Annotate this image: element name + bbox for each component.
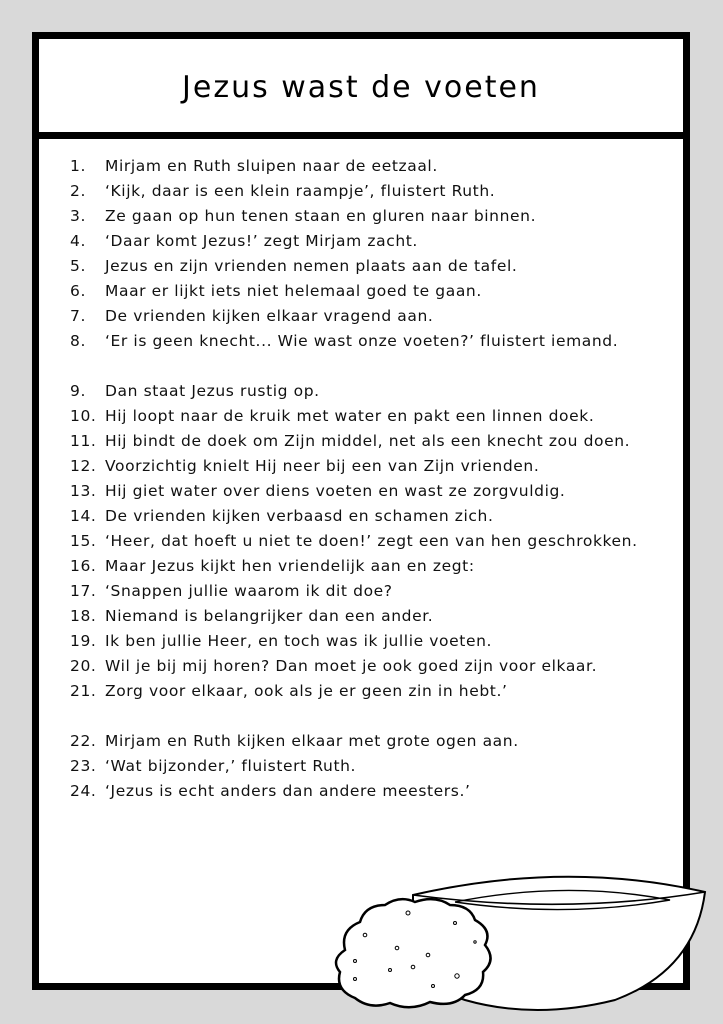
item-number: 24. [70, 782, 97, 800]
item-text: ‘Heer, dat hoeft u niet te doen!’ zegt een van hen geschrokken. [105, 532, 638, 550]
item-number: 2. [70, 182, 86, 200]
item-number: 21. [70, 682, 97, 700]
list-item [70, 779, 683, 804]
list-item [70, 179, 683, 204]
item-number: 3. [70, 207, 86, 225]
item-text: ‘Snappen jullie waarom ik dit doe? [105, 582, 393, 600]
item-text: ‘Jezus is echt anders dan andere meesters.’ [105, 782, 471, 800]
item-number: 5. [70, 257, 86, 275]
list-item [70, 579, 683, 604]
item-text: Wil je bij mij horen? Dan moet je ook goed zijn voor elkaar. [105, 657, 598, 675]
list-item [70, 754, 683, 779]
item-number: 14. [70, 507, 97, 525]
list-item [70, 554, 683, 579]
list-item [70, 629, 683, 654]
item-text: ‘Daar komt Jezus!’ zegt Mirjam zacht. [105, 232, 418, 250]
item-number: 6. [70, 282, 86, 300]
list-item [70, 654, 683, 679]
item-number: 19. [70, 632, 97, 650]
list-item [70, 204, 683, 229]
item-number: 8. [70, 332, 86, 350]
item-text: ‘Wat bijzonder,’ fluistert Ruth. [105, 757, 357, 775]
item-text: Mirjam en Ruth sluipen naar de eetzaal. [105, 157, 438, 175]
list-item [70, 254, 683, 279]
item-text: Ze gaan op hun tenen staan en gluren naar binnen. [105, 207, 537, 225]
list-item [70, 154, 683, 179]
list-item [70, 329, 683, 354]
bowl-and-sponge-icon [325, 860, 723, 1020]
item-text: Hij loopt naar de kruik met water en pakt een linnen doek. [105, 407, 595, 425]
item-number: 20. [70, 657, 97, 675]
item-text: Jezus en zijn vrienden nemen plaats aan de tafel. [105, 257, 518, 275]
item-number: 22. [70, 732, 97, 750]
list-item [70, 404, 683, 429]
list-item [70, 504, 683, 529]
item-text: Dan staat Jezus rustig op. [105, 382, 320, 400]
list-item [70, 229, 683, 254]
list-item [70, 479, 683, 504]
item-number: 15. [70, 532, 97, 550]
item-number: 11. [70, 432, 97, 450]
item-number: 13. [70, 482, 97, 500]
item-number: 23. [70, 757, 97, 775]
item-text: Ik ben jullie Heer, en toch was ik jullie voeten. [105, 632, 493, 650]
item-number: 16. [70, 557, 97, 575]
worksheet-page [32, 32, 690, 990]
item-text: Hij giet water over diens voeten en wast ze zorgvuldig. [105, 482, 566, 500]
item-number: 17. [70, 582, 97, 600]
item-number: 9. [70, 382, 86, 400]
item-number: 12. [70, 457, 97, 475]
list-item [70, 454, 683, 479]
item-text: Hij bindt de doek om Zijn middel, net als een knecht zou doen. [105, 432, 631, 450]
item-number: 1. [70, 157, 86, 175]
item-text: Zorg voor elkaar, ook als je er geen zin in hebt.’ [105, 682, 508, 700]
item-text: Voorzichtig knielt Hij neer bij een van Zijn vrienden. [105, 457, 540, 475]
item-text: De vrienden kijken verbaasd en schamen zich. [105, 507, 494, 525]
item-text: Mirjam en Ruth kijken elkaar met grote ogen aan. [105, 732, 519, 750]
item-text: ‘Kijk, daar is een klein raampje’, fluistert Ruth. [105, 182, 496, 200]
list-item [70, 429, 683, 454]
list-item [70, 679, 683, 704]
list-item [70, 379, 683, 404]
sentence-list [70, 154, 683, 804]
item-number: 4. [70, 232, 86, 250]
list-item [70, 529, 683, 554]
item-number: 10. [70, 407, 97, 425]
item-text: Maar Jezus kijkt hen vriendelijk aan en zegt: [105, 557, 475, 575]
list-item [70, 604, 683, 629]
page-title: Jezus wast de voeten [182, 70, 540, 105]
title-box [39, 39, 683, 139]
item-text: De vrienden kijken elkaar vragend aan. [105, 307, 434, 325]
list-item [70, 729, 683, 754]
list-item [70, 279, 683, 304]
item-text: Maar er lijkt iets niet helemaal goed te gaan. [105, 282, 482, 300]
item-number: 18. [70, 607, 97, 625]
item-text: Niemand is belangrijker dan een ander. [105, 607, 434, 625]
list-item [70, 304, 683, 329]
item-text: ‘Er is geen knecht... Wie wast onze voeten?’ fluistert iemand. [105, 332, 619, 350]
item-number: 7. [70, 307, 86, 325]
